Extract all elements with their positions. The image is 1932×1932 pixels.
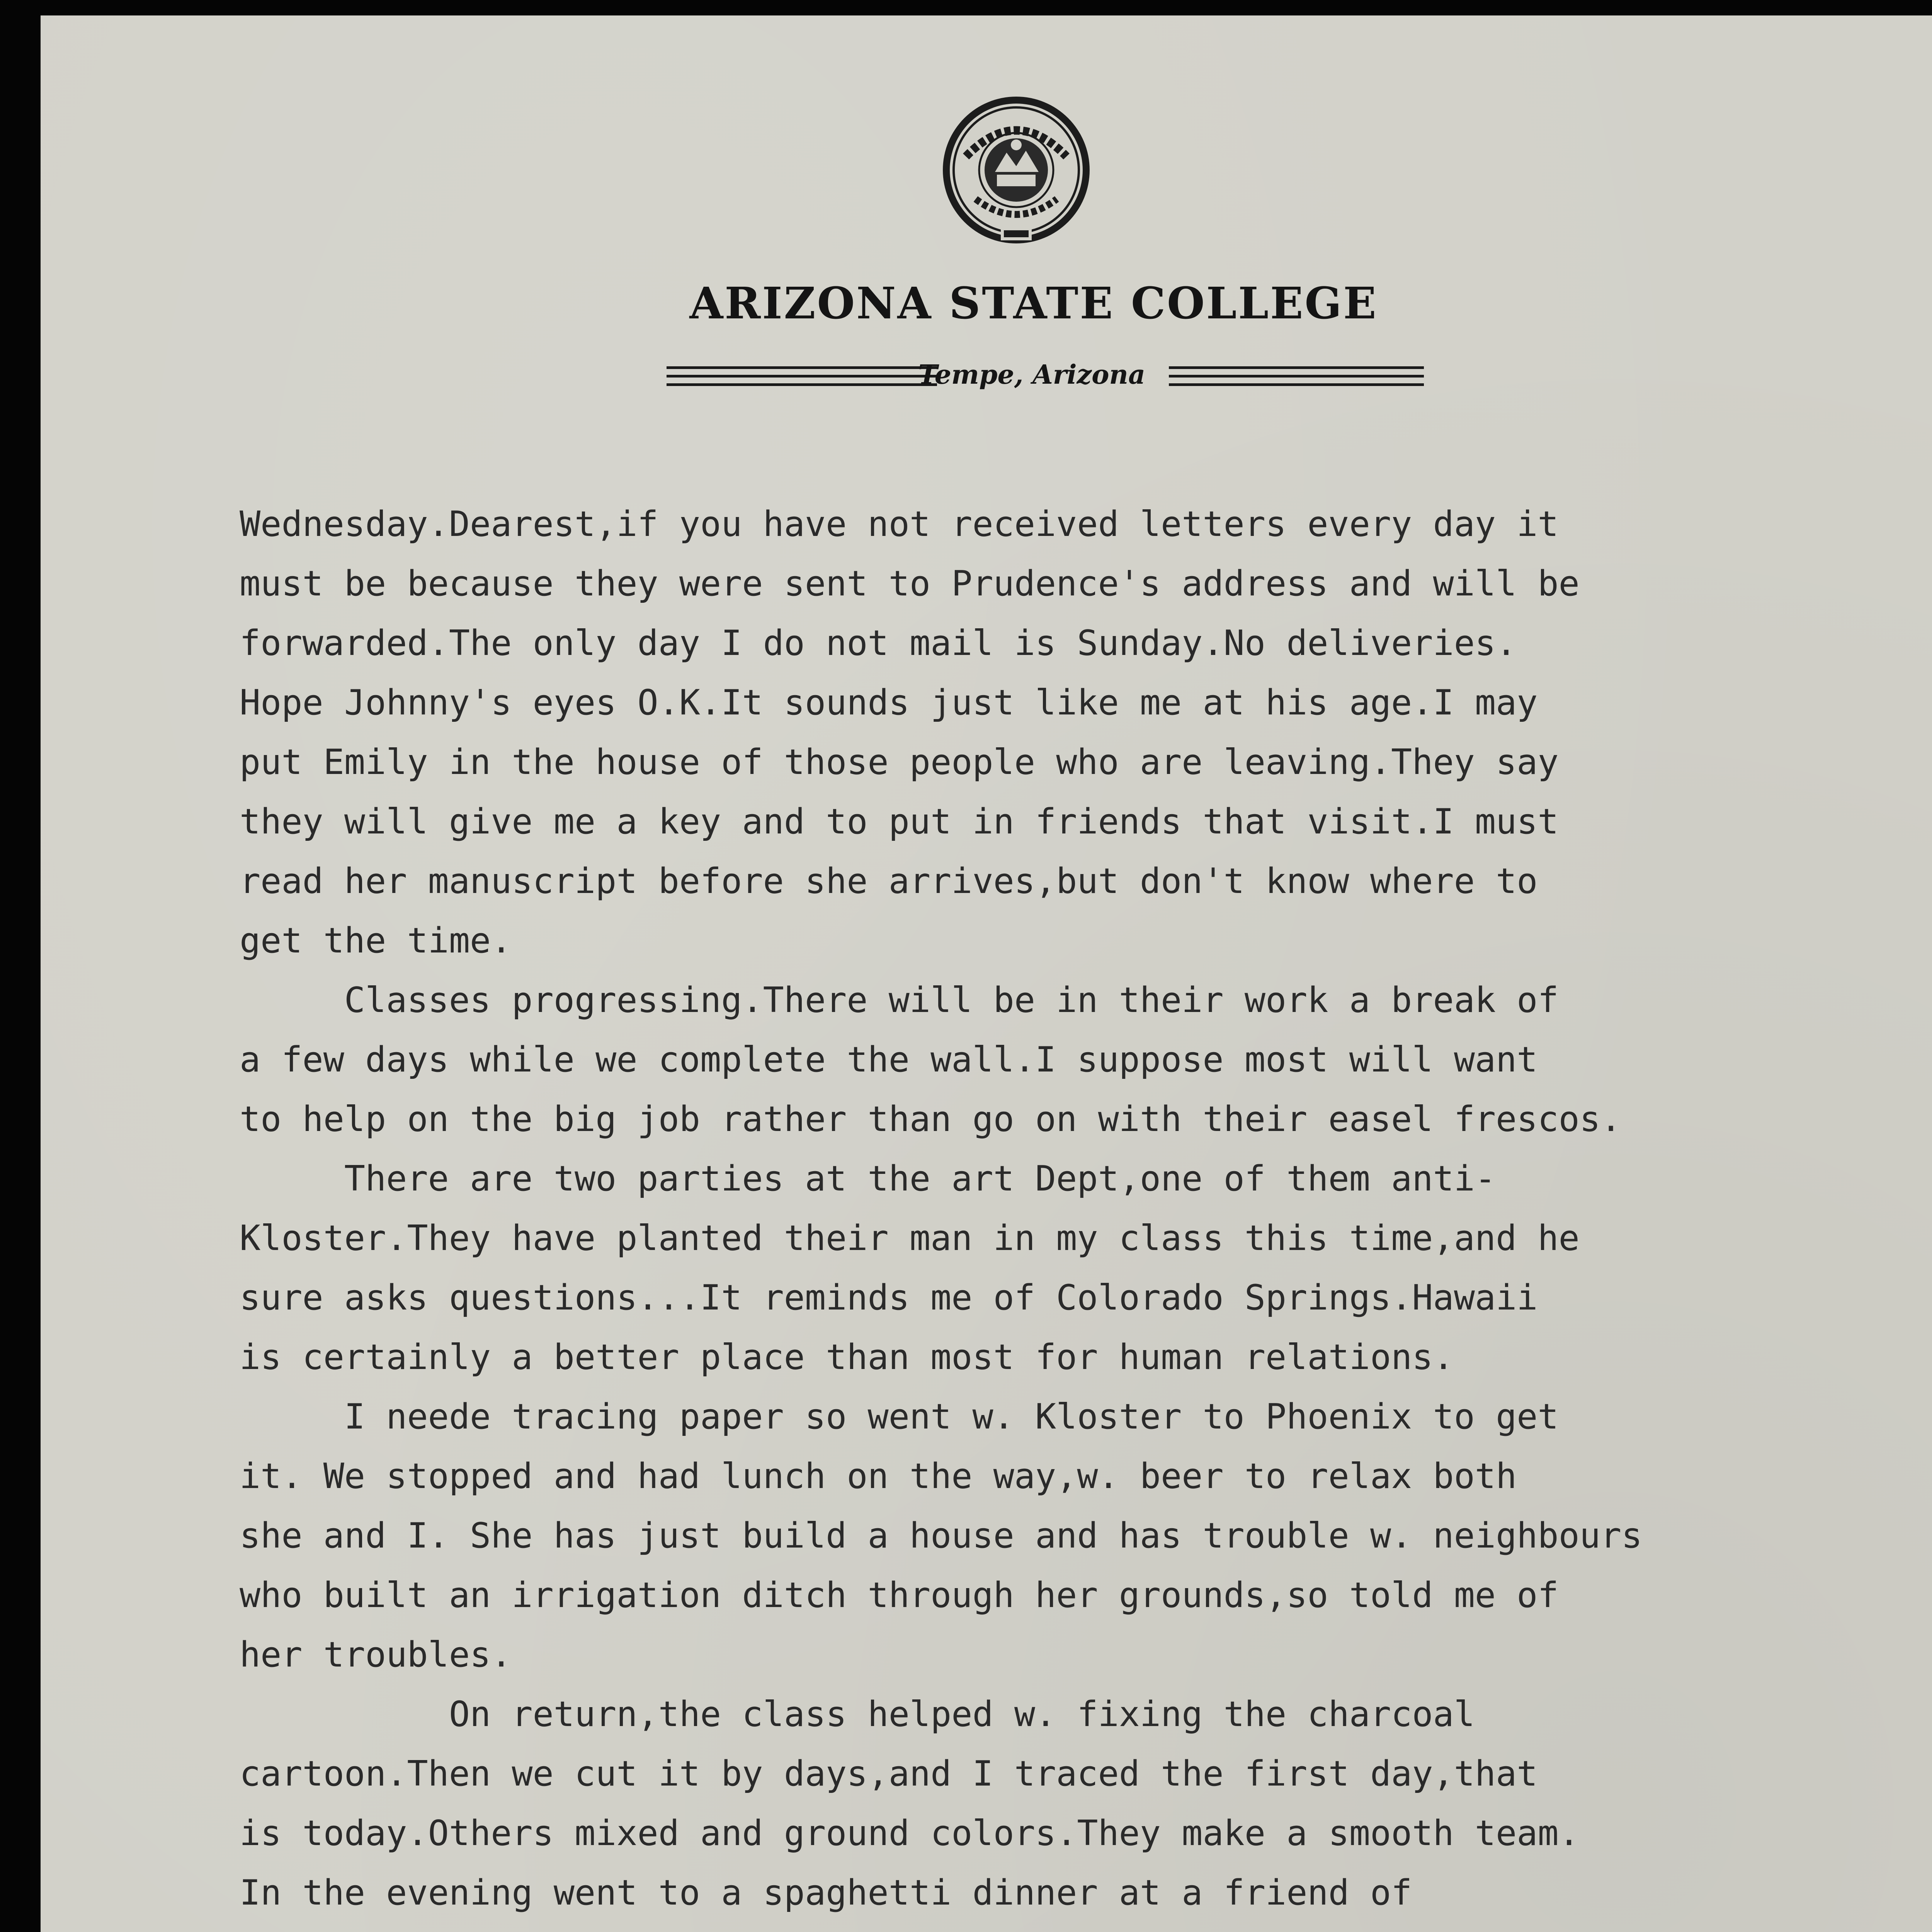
letter-line: a few days while we complete the wall.I suppose most will want <box>240 1039 1538 1080</box>
letter-line: I neede tracing paper so went w. Kloster to Phoenix to get <box>240 1396 1559 1437</box>
letter-line: Wednesday.Dearest,if you have not received letters every day it <box>240 504 1559 544</box>
letter-line: On return,the class helped w. fixing the charcoal <box>240 1694 1475 1735</box>
letter-line: is today.Others mixed and ground colors.They make a smooth team. <box>240 1813 1580 1854</box>
letter-line: they will give me a key and to put in friends that visit.I must <box>240 801 1559 842</box>
letter-line: forwarded.The only day I do not mail is Sunday.No deliveries. <box>240 623 1517 663</box>
letter-line: her troubles. <box>240 1634 512 1675</box>
letter-line <box>240 1923 1862 1932</box>
letter-line: sure asks questions...It reminds me of Colorado Springs.Hawaii <box>240 1277 1538 1318</box>
letter-body <box>240 495 1862 1932</box>
letter-line: she and I. She has just build a house and has trouble w. neighbours <box>240 1515 1643 1556</box>
letter-line: Classes progressing.There will be in their work a break of <box>240 980 1559 1020</box>
letterhead-rule-right <box>1169 363 1424 394</box>
letter-line: There are two parties at the art Dept,one of them anti- <box>240 1158 1496 1199</box>
letter-line: In the evening went to a spaghetti dinner at a friend of <box>240 1872 1412 1913</box>
college-seal-icon <box>939 89 1094 251</box>
letter-line: to help on the big job rather than go on with their easel frescos. <box>240 1099 1622 1139</box>
letter-line: get the time. <box>240 920 512 961</box>
letter-line: Kloster.They have planted their man in my class this time,and he <box>240 1218 1580 1259</box>
letter-line: cartoon.Then we cut it by days,and I traced the first day,that <box>240 1753 1538 1794</box>
letter-sheet <box>41 15 1932 1932</box>
college-name: ARIZONA STATE COLLEGE <box>689 278 1378 329</box>
letter-line: is certainly a better place than most for human relations. <box>240 1337 1454 1378</box>
letter-line: Hope Johnny's eyes O.K.It sounds just like me at his age.I may <box>240 682 1538 723</box>
letter-line: who built an irrigation ditch through her grounds,so told me of <box>240 1575 1559 1616</box>
college-location: Tempe, Arizona <box>918 359 1146 390</box>
letter-line: it. We stopped and had lunch on the way,w. beer to relax both <box>240 1456 1517 1497</box>
letter-line: read her manuscript before she arrives,but don't know where to <box>240 861 1538 901</box>
letter-line: put Emily in the house of those people who are leaving.They say <box>240 742 1559 782</box>
letter-line: must be because they were sent to Prudence's address and will be <box>240 563 1580 604</box>
